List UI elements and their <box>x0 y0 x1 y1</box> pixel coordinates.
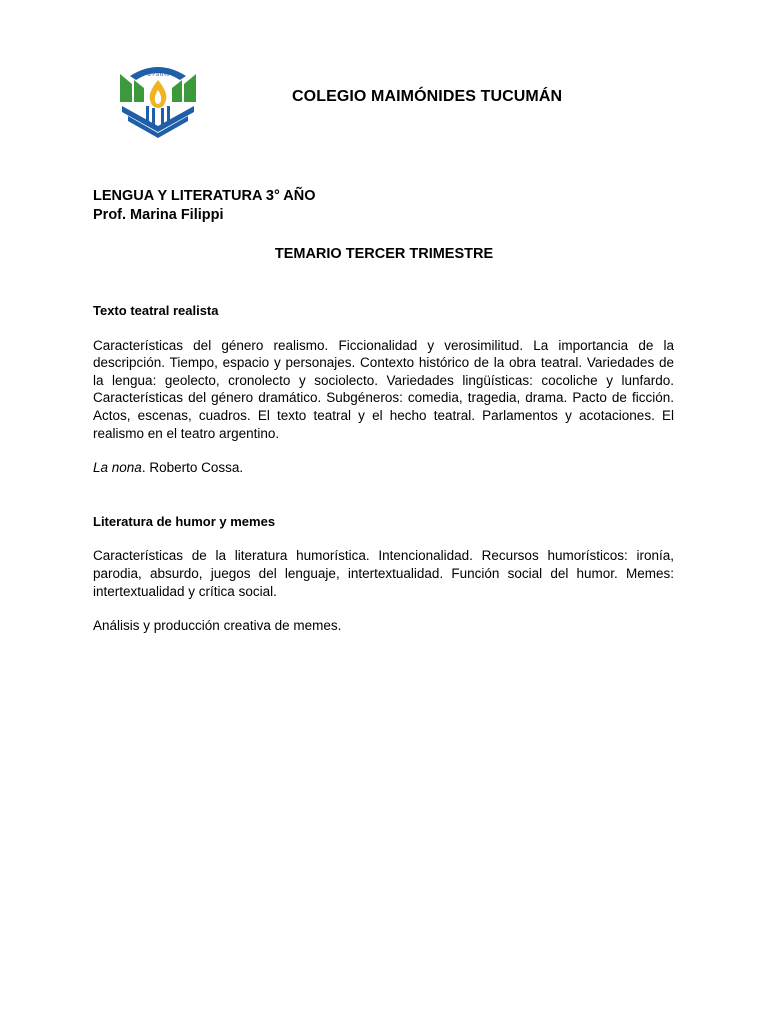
work-author: . Roberto Cossa. <box>141 460 244 476</box>
section-heading-humor: Literatura de humor y memes <box>93 513 276 529</box>
syllabus-title: TEMARIO TERCER TRIMESTRE <box>274 246 494 262</box>
work-reference <box>93 459 674 477</box>
section-closing-humor: Análisis y producción creativa de memes. <box>93 618 342 634</box>
section-heading-teatro: Texto teatral realista <box>93 303 219 318</box>
course-teacher: Prof. Marina Filippi <box>93 207 224 223</box>
course-info <box>93 187 316 225</box>
section-body-humor: Características de la literatura humorística. Intencionalidad. Recursos humorísticos: ironía, parodia, absurdo, juegos del lenguaje, intertextualidad. Función social del humor. Memes: intertextualidad y crítica social. <box>93 548 674 599</box>
work-title: La nona <box>93 460 142 476</box>
course-subject: LENGUA Y LITERATURA 3° AÑO <box>93 188 316 204</box>
school-name: COLEGIO MAIMÓNIDES TUCUMÁN <box>292 88 563 105</box>
section-body-teatro: Características del género realismo. Ficcionalidad y verosimilitud. La importancia de la descripción. Tiempo, espacio y personajes. Contexto histórico de la obra teatral. Variedades de la lengua: geolecto, cronolecto y sociolecto. Variedades lingüísticas: cocoliche y lunfardo. Características del género dramático. Subgéneros: comedia, tragedia, drama. Pacto de ficción. Actos, escenas, cuadros. El texto teatral y el hecho teatral. Parlamentos y acotaciones. El realismo en el teatro argentino. <box>93 337 674 441</box>
school-logo <box>116 60 200 142</box>
logo-text: מימונידס <box>146 71 170 78</box>
syllabus-content <box>93 302 674 635</box>
